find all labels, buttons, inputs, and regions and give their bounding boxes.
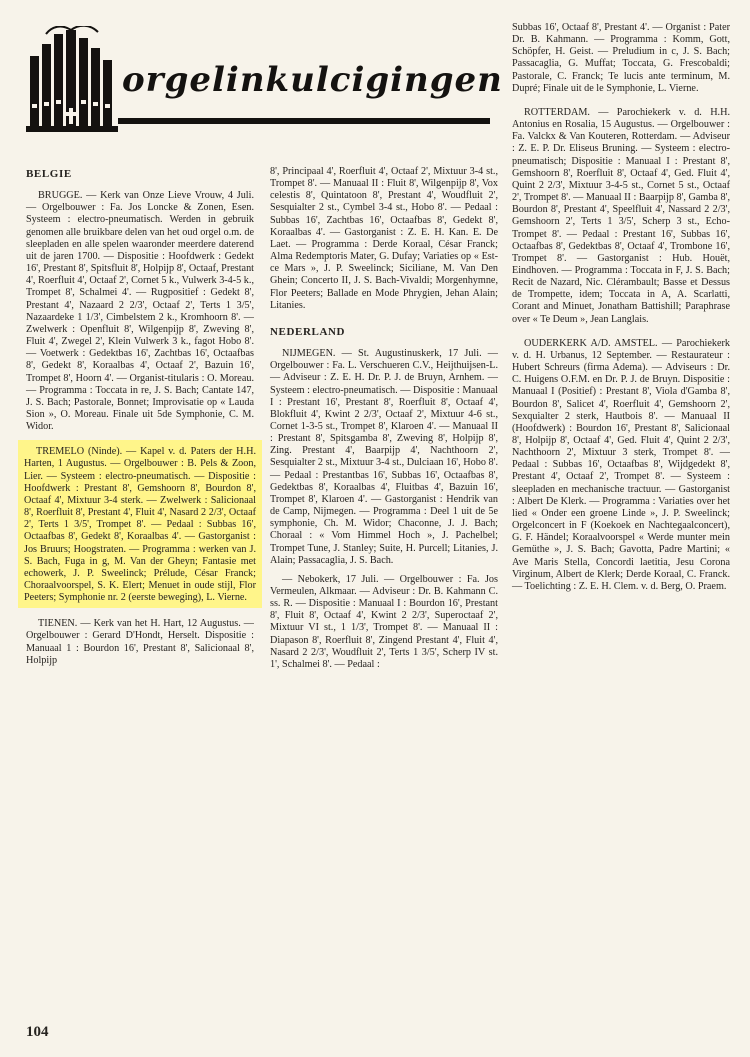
entry-rotterdam: ROTTERDAM. — Parochiekerk v. d. H.H. Antonius en Rosalia, 15 Augustus. — Orgelbouwer : Fa. Valckx & Van Kouteren, Rotterdam. — Adviseur : Z. E. P. Dr. Eliseus Bruning. — Systeem : electro-pneumatisch; Dispositie : Manuaal I : Prestant 8', Gemshoorn 8', Roerfluit 8', Octaaf 4', Ged. Fluit 4', Quint 2 2/3', Mixtuur 3-4-5 st., Cornet 5 st., Octaaf 2', Trompet 8'. — Manuaal II : Baarpijp 8', Gamba 8', Bourdon 8', Prestant 4', Speelfluit 4', Nassard 2 2/3', Gemshoorn 2', Terts 1 3/5', Scherp 3 st., Echo-Trompet 8'. — Pedaal : Prestant 16', Subbas 16', Octaafbas 8', Gedektbas 8', Octaaf 4', Trombone 16', Trompet 8'. — Gastorganist : Hub. Houët, Eindhoven. — Programma : Toccata in F, J. S. Bach; Recit de Nazard, Nic. Clérambault; Basse et Dessus de Trompette, idem; Toccata in A, A. Scarlatti, Corant and Minuet, Jonatham Battishill; Paraphrase over « Te Deum », Jean Langlais.	[512, 106, 730, 325]
heading-rule	[118, 118, 490, 124]
entry-nebokerk: — Nebokerk, 17 Juli. — Orgelbouwer : Fa. Jos Vermeulen, Alkmaar. — Adviseur : Dr. B. Kahmann C. ss. R. — Dispositie : Manuaal I : Bourdon 16', Prestant 8', Fluit 8', Octaaf 4', Kwint 2 2/3', Superoctaaf 2', Mixtuur VI st., 1 1/3', Trompet 8'. — Manuaal II : Diapason 8', Roerfluit 8', Zingend Prestant 4', Fluit 4', Nasard 2 2/3', Woudfluit 2', Terts 1 3/5', Scherp IV st. 1', Schalmei 8'. — Pedaal :	[270, 573, 498, 670]
column-left	[26, 166, 254, 674]
entry-tremelo: TREMELO (Ninde). — Kapel v. d. Paters der H.H. Harten, 1 Augustus. — Orgelbouwer : B. Pels & Zoon, Lier. — Systeem : electro-pneumatisch. — Dispositie : Hoofdwerk : Prestant 8', Gemshoorn 8', Bourdon 8', Octaaf 4', Mixtuur 3-4 sterk. — Zwelwerk : Salicionaal 8', Roerfluit 8', Prestant 4', Fluit 4', Nasard 2 2/3', Octaaf 2', Terts 1 3/5', Trompet 8'. — Pedaal : Subbas 16', Octaafbas 8', Gedekt 8', Koraalbas 4'. — Gastorganist : Jos Bruurs; Hoogstraten. — Programma : werken van J. S. Bach, Fuga in g, M. Van der Gheyn; Fantasie met echowerk, J. P. Sweelinck; Prélude, César Franck; Choraalvoorspel, S. K. Elert; Menuet in oude stijl, Flor Peeters; Symphonie nr. 2 (eerste beweging), L. Vierne.	[24, 446, 256, 604]
entry-nebokerk-continued: Subbas 16', Octaaf 8', Prestant 4'. — Organist : Pater Dr. B. Kahmann. — Programma : Komm, Gott, Schöpfer, H. Geist. — Preludium in c, J. S. Bach; Passacaglia, G. Muffat; Toccata, G. Frescobaldi; Pastorale, C. Franck; Te lucis ante terminum, M. Dupré; Finale uit de le Symphonie, L. Vierne.	[512, 22, 730, 94]
highlighted-entry	[18, 440, 262, 608]
entry-tienen: TIENEN. — Kerk van het H. Hart, 12 Augustus. — Orgelbouwer : Gerard D'Hondt, Herselt. Dispositie : Manuaal 1 : Bourdon 16', Prestant 8', Salicionaal 8', Holpijp	[26, 618, 254, 666]
masthead	[20, 22, 503, 142]
entry-ouderkerk: OUDERKERK A/D. AMSTEL. — Parochiekerk v. d. H. Urbanus, 12 September. — Restaurateur : Hubert Schreurs (firma Adema). — Adviseurs : Dr. C. Huigens O.F.M. en Dr. P. J. de Bruyn. Dispositie : Manuaal I (Positief) : Prestant 8', Viola d'Gamba 8', Bourdon 8', Salicet 4', Roerfluit 4', Gemshoorn 2', Sexquialter 2 sterk, Hautbois 8'. — Manuaal II (Hoofdwerk) : Bourdon 16', Prestant 8', Salicionaal 8', Holpijp 8', Octaaf 4', Ged. Fluit 4', Quint 2 2/3', Nachthoorn 2', Mixtuur 3 sterk, Trompet 8'. — Pedaal : Subbas 16', Octaafbas 8', Wijdgedekt 8', Prestant 4', Octaaf 2', Trompet 8'. — Systeem : sleepladen en mechanische tractuur. — Gastorganist : Albert De Klerk. — Programma : Variaties over het lied « Onder een groene Linde », J. P. Sweelinck; Orgelconcert in F (Koekoek en Nachtegaalconcert), G. F. Händel; Koraalvoorspel « Werde munter mein Gemüthe », J. S. Bach; Gavotta, Padre Martini; « Ave Maris Stella, Concordi laetitia, Jesu Corona Virginum, Albert de Klerk; Derde Koraal, C. Franck. — Toelichting : Z. E. H. Clem. v. d. Berg, O. Praem.	[512, 337, 730, 592]
section-heading-belgie: BELGIE	[26, 168, 72, 180]
page-heading: orgelinkulcigingen	[122, 60, 503, 100]
page-number: 104	[26, 1024, 49, 1040]
section-heading-nederland: NEDERLAND	[270, 325, 346, 338]
entry-brugge-continued: 8', Principaal 4', Roerfluit 4', Octaaf 2', Mixtuur 3-4 st., Trompet 8'. — Manuaal II : Fluit 8', Wilgenpijp 8', Vox celestis 8', Quintatoon 8', Prestant 4', Woudfluit 2', Sesquialter 2 st., Cymbel 3-4 st., Hobo 8'. — Pedaal : Subbas 16', Zachtbas 16', Octaafbas 8', Gedekt 8', Koraalbas 4'. — Gastorganist : Z. E. H. Kan. E. De Laet. — Programma : Derde Koraal, César Franck; Alma Redemptoris Mater, G. Dufay; Variaties op « Est-ce Mars », J. P. Sweelinck; Siciliane, M. Van Den Ghein; Concerto II, J. S. Bach-Vivaldi; Morgenhymne, Flor Peeters; Ballade en Mode Phrygien, Jehan Alain; Litanies.	[270, 166, 498, 311]
entry-brugge: BRUGGE. — Kerk van Onze Lieve Vrouw, 4 Juli. — Orgelbouwer : Fa. Jos Loncke & Zonen, Esen. Systeem : electro-pneumatisch. Werden in gebruik genomen alle bruikbare delen van het oud orgel o.m. de sleepladen en alle spelen waaronder meerdere daterend uit de jaren 1700. — Dispositie : Hoofdwerk : Gedekt 16', Prestant 8', Spitsfluit 8', Holpijp 8', Octaaf, Prestant 4', Roerfluit 4', Octaaf 2', Cornet 5 k., Vulwerk 3-4-5 k., Trompet 8', Schalmei 4'. — Rugpositief : Gedekt 8', Prestant 4', Nazaard 2 2/3', Octaaf 2', Terts 1 3/5', Nazaardeke 1 1/3', Cimbelstem 2 k., Kromhoorn 8'. — Zwelwerk : Openfluit 8', Wilgenpijp 8', Zweving 8', Fluit 4', Zwegel 2', Klein Vulwerk 3 k., fagot Hobo 8'. — Voetwerk : Gedektbas 16', Zachtbas 16', Octaafbas 8', Gedekt 8', Koraalbas 4', Octaaf 2', Bazuin 16', Trompet 8', Hoorn 4'. — Organist-titularis : O. Moreau. — Programma : Toccata in re, J. S. Bach; Cantate 147, J. S. Bach; Pastorale, Bonnet; Improvisatie op « Lauda Sion », O. Moreau. Finale uit 5de Symphonie, C. M. Widor.	[26, 190, 254, 433]
entry-nijmegen: NIJMEGEN. — St. Augustinuskerk, 17 Juli. — Orgelbouwer : Fa. L. Verschueren C.V., Heijthuijsen-L. — Adviseur : Z. E. H. Dr. P. J. de Bruyn, Arnhem. — Systeem : electro-pneumatisch. — Dispositie : Manuaal I : Prestant 16', Prestant 8', Roerfluit 8', Octaaf 4', Blokfluit 4', Kwint 2 2/3', Octaaf 2', Mixtuur 4-6 st., Cornet 1-3-5 st., Trompet 8', Klaroen 4'. — Manuaal II : Prestant 8', Spitsgamba 8', Zweving 8', Holpijp 8', Zing. Prestant 4', Baarpijp 4', Nachthoorn 2', Sesquialter 2 st., Mixtuur 3-4 st., Dulciaan 16', Hobo 8'. — Pedaal : Prestantbas 16', Subbas 16', Octaafbas 8', Gedektbas 8', Koraalbas 4', Fluitbas 4', Bazuin 16', Trompet 8', Klaroen 4'. — Gastorganist : Hendrik van de Camp, Nijmegen. — Programma : Deel 1 uit de 5e symphonie, Ch. M. Widor; Chaconne, J. J. Bach; Choraal : « Vom Himmel Hoch », J. Pachelbel; Trompet Tune, J. Stanley; Suite, H. Purcell; Litanies, J. Alain; Passacaglia, J. S. Bach.	[270, 348, 498, 566]
column-right	[512, 22, 730, 600]
column-middle	[270, 166, 498, 678]
